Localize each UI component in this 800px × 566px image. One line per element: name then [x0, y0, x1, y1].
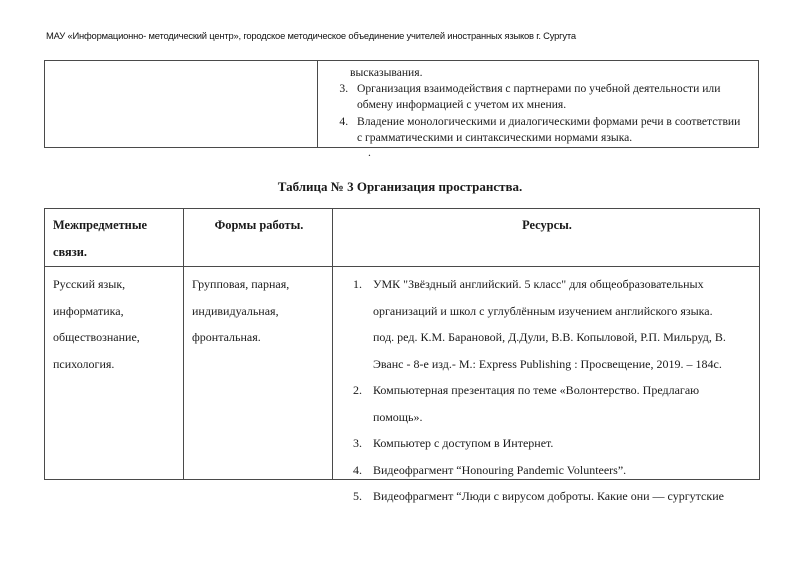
- continuation-empty-cell-content: [45, 61, 317, 147]
- header-cell-forms-of-work: [184, 209, 333, 267]
- list-item-line: 2. Компьютерная презентация по теме «Волонтерство. Предлагаю: [373, 383, 700, 397]
- text-line: Русский язык,: [53, 277, 126, 291]
- list-item: [365, 483, 751, 510]
- list-item-line: 3. Компьютер с доступом в Интернет.: [373, 436, 554, 450]
- header-cell-content: Формы работы.: [214, 218, 304, 232]
- continuation-list-cell: [318, 61, 759, 160]
- table-organization-of-space: [44, 208, 760, 503]
- continuation-trailing-dot: .: [368, 146, 371, 160]
- table-continuation: [44, 60, 759, 160]
- text-line: Групповая, парная,: [192, 277, 290, 291]
- cell-resources: [333, 267, 760, 503]
- resources-ordered-list: [339, 271, 751, 510]
- text-line: индивидуальная,: [192, 303, 279, 318]
- cell-forms-of-work: [184, 267, 333, 480]
- text-line: психология.: [53, 356, 115, 371]
- list-item-line: Эванс - 8-е изд.- М.: Express Publishing : Просвещение, 2019. – 184с.: [373, 356, 722, 371]
- list-item-line: помощь».: [373, 409, 423, 424]
- list-item-line: под. ред. К.М. Барановой, Д.Дули, В.В. Копыловой, Р.П. Мильруд, В.: [373, 330, 726, 344]
- cell-content: [184, 267, 332, 479]
- header-cell-interdisciplinary-links: [45, 209, 184, 267]
- cell-interdisciplinary-links: [45, 267, 184, 480]
- header-cell-content: Ресурсы.: [522, 218, 572, 232]
- list-item-line: Организация взаимодействия с партнерами по учебной: [357, 82, 631, 96]
- running-header: МАУ «Информационно- методический центр», городское методическое объединение учителей иностранных языков г. Сургута: [46, 30, 576, 41]
- header-line-2: связи.: [53, 245, 87, 259]
- text-line: обществознание,: [53, 330, 140, 344]
- continuation-ordered-list: [324, 81, 748, 146]
- list-item: [365, 271, 751, 377]
- continuation-empty-cell: [45, 61, 318, 148]
- header-cell-content: [45, 209, 183, 266]
- table3-caption: Таблица № 3 Организация пространства.: [277, 179, 523, 194]
- header-cell-resources: [333, 209, 760, 267]
- text-line: фронтальная.: [192, 330, 261, 344]
- list-item-line: 5. Видеофрагмент “Люди с вирусом доброты. Какие они — сургутские: [373, 489, 724, 503]
- list-item-line: деятельности или обмену информацией с учетом их мнения.: [357, 82, 721, 112]
- list-item: [365, 457, 751, 484]
- header-line-1: Межпредметные: [53, 218, 147, 232]
- table-row: [45, 267, 760, 480]
- list-item: [365, 377, 751, 430]
- list-item-line: 4. Видеофрагмент “Honouring Pandemic Volunteers”.: [373, 462, 627, 477]
- continuation-lead-line: высказывания.: [350, 66, 423, 79]
- table-header-row: [45, 209, 760, 267]
- list-item-line: соответствии с грамматическими и синтаксическими нормами языка.: [357, 114, 741, 144]
- text-line: информатика,: [53, 303, 124, 318]
- list-item-line: организаций и школ с углублённым изучением английского языка.: [373, 303, 713, 318]
- list-item: [351, 81, 748, 113]
- continuation-list-content: [318, 61, 758, 160]
- cell-content: [45, 267, 183, 479]
- list-item: [365, 430, 751, 457]
- list-item-line: 1. УМК "Звёздный английский. 5 класс" для общеобразовательных: [373, 277, 704, 291]
- cell-content: [333, 267, 759, 503]
- list-item: [351, 114, 748, 146]
- table-row: [45, 61, 759, 148]
- list-item-line: Владение монологическими и диалогическими формами речи в: [357, 114, 672, 128]
